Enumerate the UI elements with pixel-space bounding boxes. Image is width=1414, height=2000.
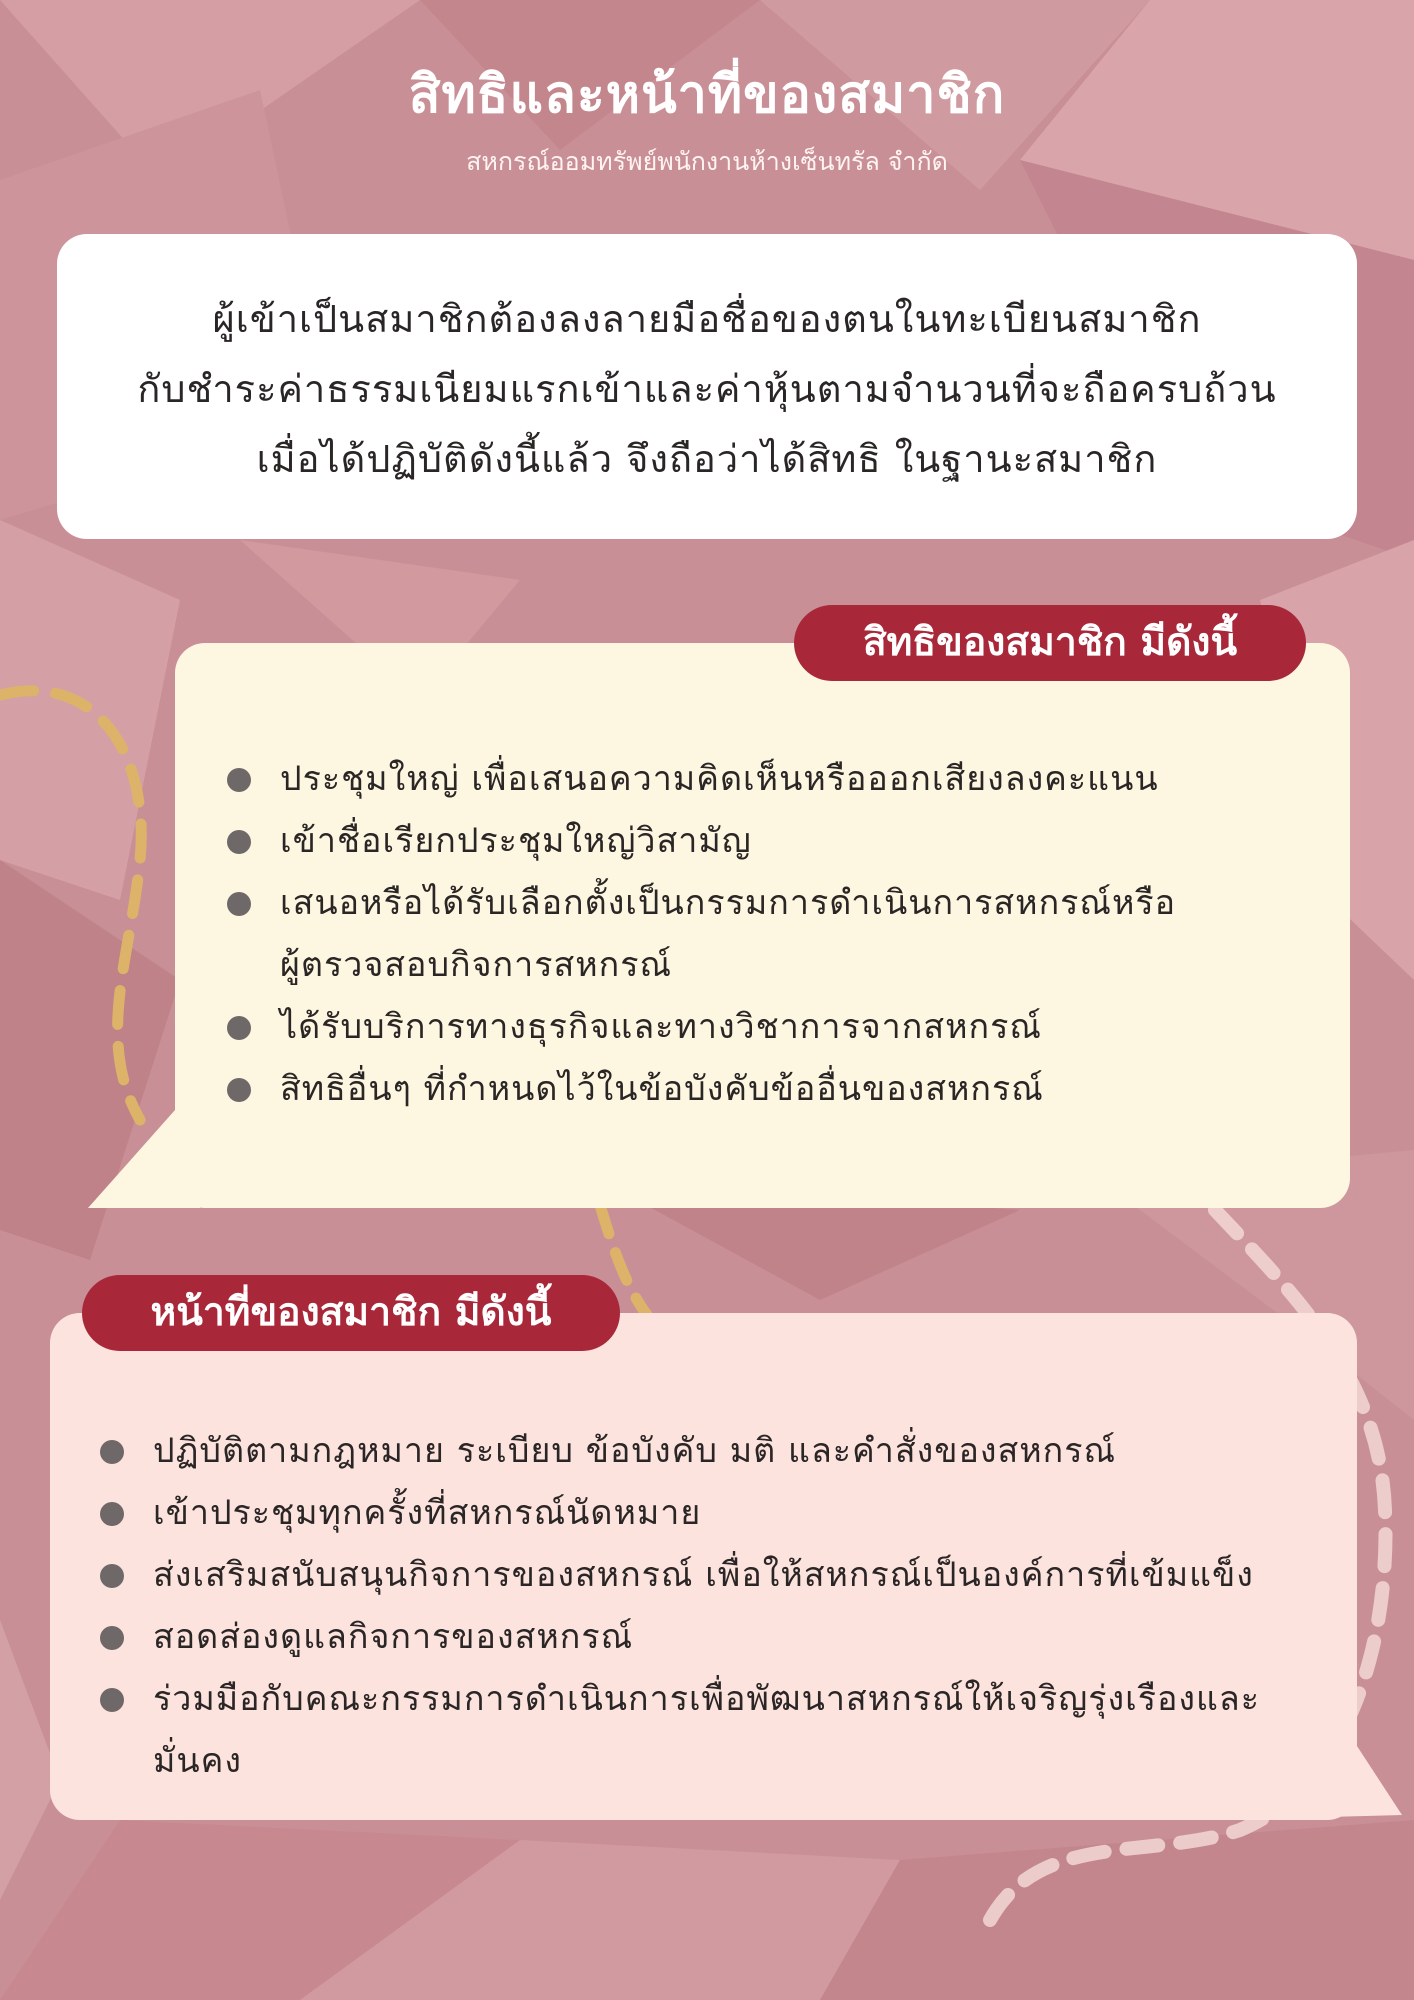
intro-line: เมื่อได้ปฏิบัติดังนี้แล้ว จึงถือว่าได้สิทธิ ในฐานะสมาชิก xyxy=(256,437,1158,481)
bullet-icon xyxy=(227,830,251,854)
list-item: ส่งเสริมสนับสนุนกิจการของสหกรณ์ เพื่อให้สหกรณ์เป็นองค์การที่เข้มแข็ง xyxy=(98,1544,1348,1606)
bullet-icon xyxy=(100,1502,124,1526)
page-subtitle: สหกรณ์ออมทรัพย์พนักงานห้างเซ็นทรัล จำกัด xyxy=(466,147,948,176)
list-item: ประชุมใหญ่ เพื่อเสนอความคิดเห็นหรือออกเสียงลงคะแนน xyxy=(225,748,1335,810)
list-item: ได้รับบริการทางธุรกิจและทางวิชาการจากสหกรณ์ xyxy=(225,996,1335,1058)
duties-heading: หน้าที่ของสมาชิก มีดังนี้ xyxy=(82,1275,620,1351)
bullet-icon xyxy=(100,1440,124,1464)
list-item: ร่วมมือกับคณะกรรมการดำเนินการเพื่อพัฒนาสหกรณ์ให้เจริญรุ่งเรืองและ มั่นคง xyxy=(98,1668,1348,1792)
page-title: สิทธิและหน้าที่ของสมาชิก xyxy=(408,65,1006,125)
list-item: เข้าประชุมทุกครั้งที่สหกรณ์นัดหมาย xyxy=(98,1482,1348,1544)
list-item: เสนอหรือได้รับเลือกตั้งเป็นกรรมการดำเนินการสหกรณ์หรือ ผู้ตรวจสอบกิจการสหกรณ์ xyxy=(225,872,1335,996)
rights-heading: สิทธิของสมาชิก มีดังนี้ xyxy=(794,605,1306,681)
list-item: ปฏิบัติตามกฎหมาย ระเบียบ ข้อบังคับ มติ และคำสั่งของสหกรณ์ xyxy=(98,1420,1348,1482)
bullet-icon xyxy=(100,1564,124,1588)
list-item: เข้าชื่อเรียกประชุมใหญ่วิสามัญ xyxy=(225,810,1335,872)
bullet-icon xyxy=(100,1626,124,1650)
duties-list xyxy=(98,1420,1348,1792)
intro-card xyxy=(57,234,1357,539)
bullet-icon xyxy=(227,892,251,916)
intro-line: ผู้เข้าเป็นสมาชิกต้องลงลายมือชื่อของตนในทะเบียนสมาชิก xyxy=(212,297,1202,341)
rights-list xyxy=(225,748,1335,1120)
bullet-icon xyxy=(227,1078,251,1102)
list-item: สิทธิอื่นๆ ที่กำหนดไว้ในข้อบังคับข้ออื่นของสหกรณ์ xyxy=(225,1058,1335,1120)
list-item: สอดส่องดูแลกิจการของสหกรณ์ xyxy=(98,1606,1348,1668)
intro-line: กับชำระค่าธรรมเนียมแรกเข้าและค่าหุ้นตามจำนวนที่จะถือครบถ้วน xyxy=(137,367,1277,411)
bullet-icon xyxy=(227,768,251,792)
bullet-icon xyxy=(227,1016,251,1040)
bullet-icon xyxy=(100,1688,124,1712)
